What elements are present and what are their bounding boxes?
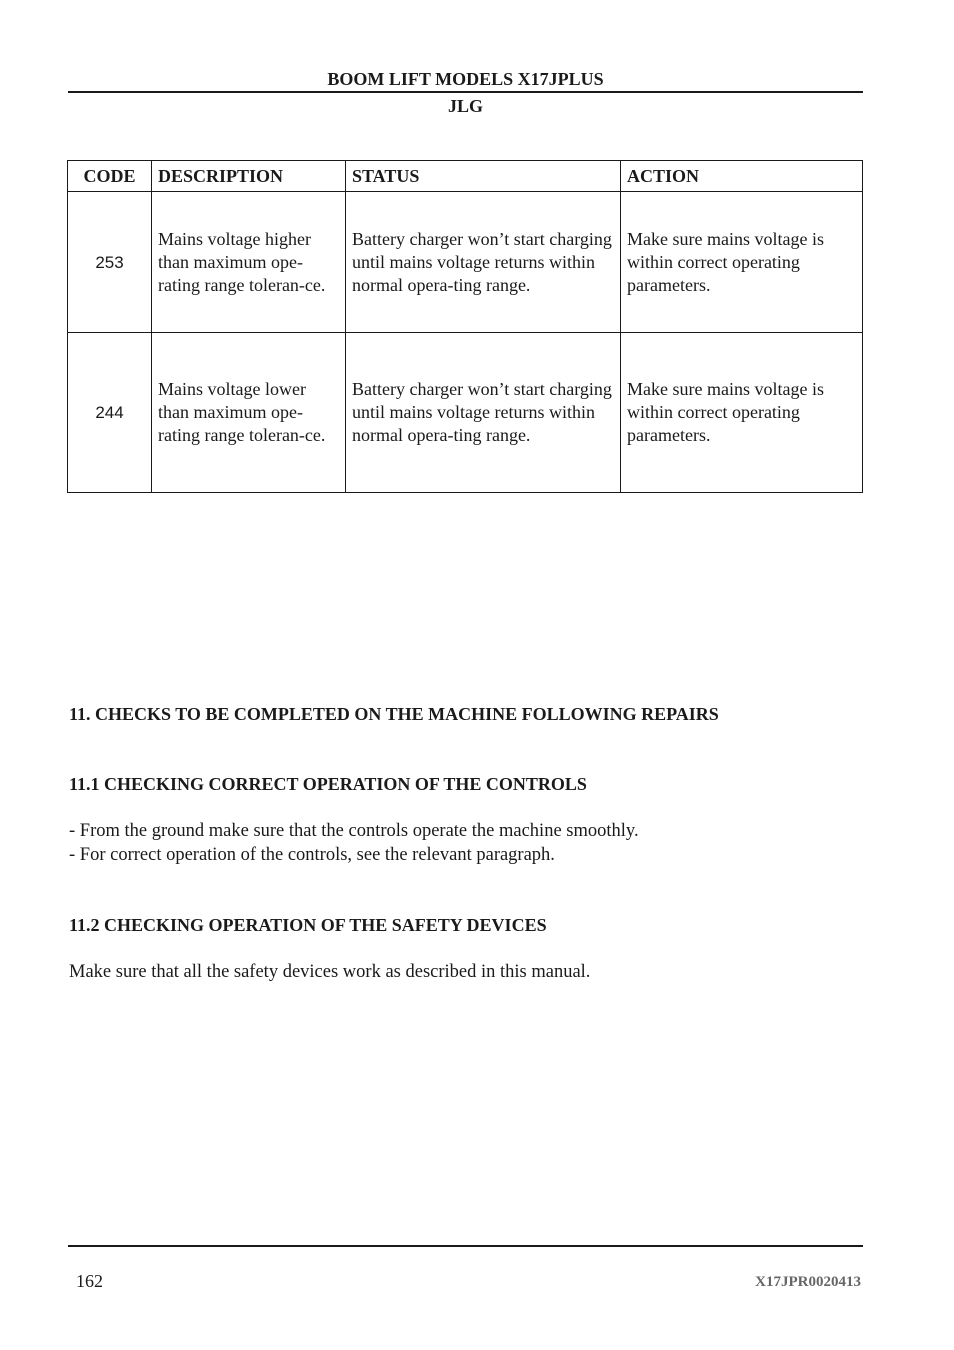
table-row [68, 192, 863, 333]
section-11-1-line-2: - For correct operation of the controls, see the relevant paragraph. [69, 845, 555, 865]
section-11-1-heading: 11.1 CHECKING CORRECT OPERATION OF THE CONTROLS [69, 774, 587, 794]
footer-rule [68, 1245, 863, 1247]
column-header-description: DESCRIPTION [152, 161, 346, 192]
action-cell: Make sure mains voltage is within correct operating parameters. [621, 192, 863, 333]
page-number: 162 [76, 1271, 103, 1291]
status-cell: Battery charger won’t start charging until mains voltage returns within normal opera-ting range. [346, 333, 621, 493]
section-11-2-text: Make sure that all the safety devices work as described in this manual. [69, 962, 591, 982]
table-row [68, 333, 863, 493]
column-header-action: ACTION [621, 161, 863, 192]
header-brand: JLG [447, 96, 483, 116]
action-cell: Make sure mains voltage is within correct operating parameters. [621, 333, 863, 493]
error-code-table [67, 160, 863, 493]
document-code: X17JPR0020413 [755, 1274, 861, 1290]
status-cell: Battery charger won’t start charging until mains voltage returns within normal opera-ting range. [346, 192, 621, 333]
column-header-status: STATUS [346, 161, 621, 192]
section-11-heading: 11. CHECKS TO BE COMPLETED ON THE MACHINE FOLLOWING REPAIRS [69, 704, 719, 724]
description-cell: Mains voltage higher than maximum ope-rating range toleran-ce. [152, 192, 346, 333]
table-header-row [68, 161, 863, 192]
header-rule [68, 91, 863, 93]
description-cell: Mains voltage lower than maximum ope-rating range toleran-ce. [152, 333, 346, 493]
section-11-2-heading: 11.2 CHECKING OPERATION OF THE SAFETY DEVICES [69, 915, 547, 935]
code-cell: 253 [68, 192, 152, 333]
header-title: BOOM LIFT MODELS X17JPLUS [327, 69, 604, 89]
code-cell: 244 [68, 333, 152, 493]
section-11-1-line-1: - From the ground make sure that the controls operate the machine smoothly. [69, 821, 639, 841]
column-header-code: CODE [68, 161, 152, 192]
